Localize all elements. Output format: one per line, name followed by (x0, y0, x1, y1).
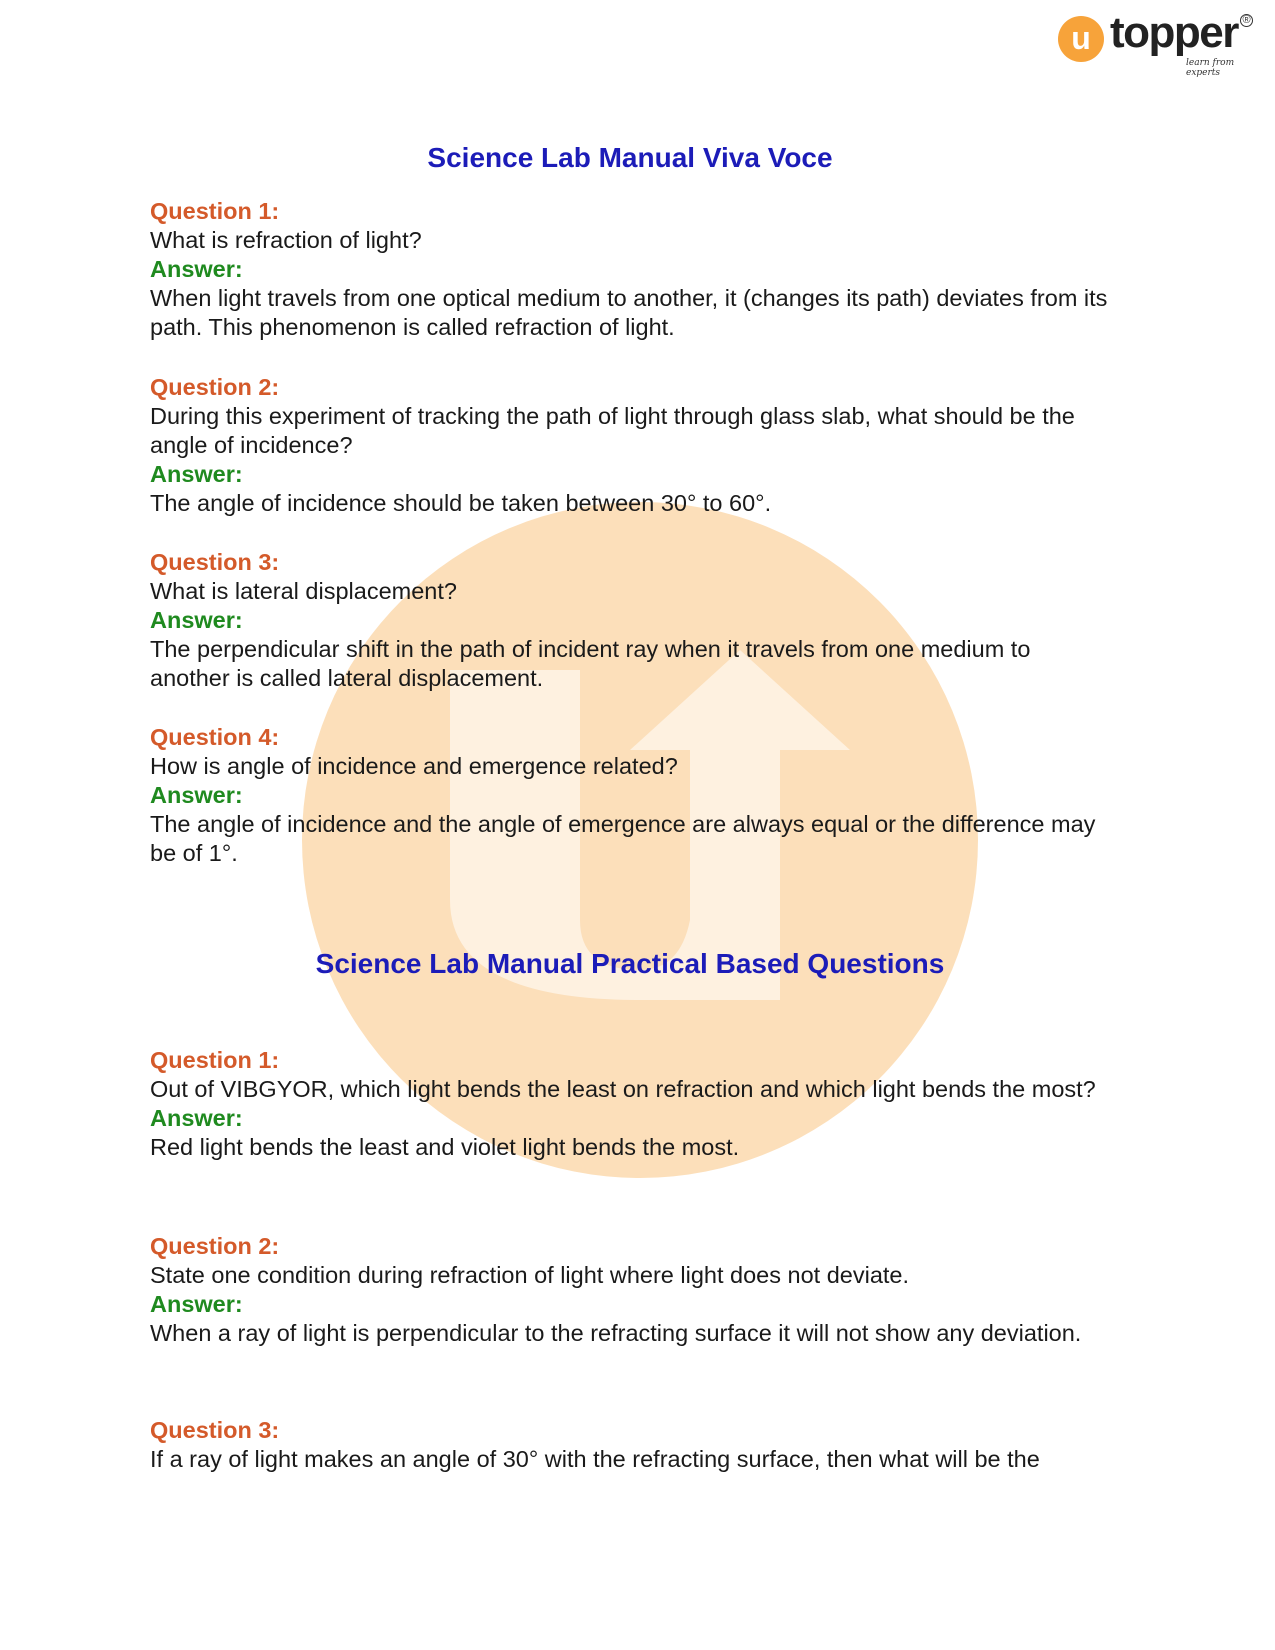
question-label: Question 1: (150, 1047, 280, 1073)
answer-label: Answer: (150, 256, 243, 282)
topper-logo (1058, 8, 1258, 78)
qa-block (150, 197, 1110, 342)
question-label: Question 1: (150, 198, 280, 224)
registered-mark: ® (1240, 14, 1253, 27)
answer-text: The angle of incidence and the angle of emergence are always equal or the difference may be of 1°. (150, 811, 1096, 866)
qa-block (150, 548, 1110, 693)
answer-label: Answer: (150, 1291, 243, 1317)
qa-block (150, 1046, 1110, 1162)
question-text: What is refraction of light? (150, 227, 422, 253)
question-label: Question 2: (150, 1233, 280, 1259)
answer-label: Answer: (150, 461, 243, 487)
question-label: Question 3: (150, 549, 280, 575)
section-title-viva-voce: Science Lab Manual Viva Voce (427, 142, 833, 173)
logo-wordmark: topper (1110, 8, 1238, 57)
answer-text: The angle of incidence should be taken between 30° to 60°. (150, 490, 772, 516)
section-title-practical: Science Lab Manual Practical Based Questions (315, 948, 945, 979)
question-text: What is lateral displacement? (150, 578, 457, 604)
question-label: Question 2: (150, 374, 280, 400)
qa-block (150, 373, 1110, 518)
question-label: Question 4: (150, 724, 280, 750)
question-text: Out of VIBGYOR, which light bends the least on refraction and which light bends the most? (150, 1076, 1096, 1102)
logo-u-icon: u (1058, 16, 1104, 62)
qa-block (150, 723, 1110, 868)
answer-label: Answer: (150, 782, 243, 808)
answer-label: Answer: (150, 1105, 243, 1131)
question-text: During this experiment of tracking the path of light through glass slab, what should be the angle of incidence? (150, 403, 1075, 458)
qa-block (150, 1232, 1110, 1348)
answer-label: Answer: (150, 607, 243, 633)
question-text: How is angle of incidence and emergence related? (150, 753, 678, 779)
question-text: If a ray of light makes an angle of 30° with the refracting surface, then what will be the (150, 1446, 1040, 1472)
qa-block (150, 1416, 1110, 1474)
answer-text: Red light bends the least and violet light bends the most. (150, 1134, 740, 1160)
answer-text: The perpendicular shift in the path of incident ray when it travels from one medium to another is called lateral displacement. (150, 636, 1031, 691)
logo-tagline: learn from experts (1186, 58, 1235, 78)
answer-text: When a ray of light is perpendicular to the refracting surface it will not show any deviation. (150, 1320, 1082, 1346)
answer-text: When light travels from one optical medium to another, it (changes its path) deviates from its path. This phenomenon is called refraction of light. (150, 285, 1108, 340)
question-text: State one condition during refraction of light where light does not deviate. (150, 1262, 910, 1288)
question-label: Question 3: (150, 1417, 280, 1443)
